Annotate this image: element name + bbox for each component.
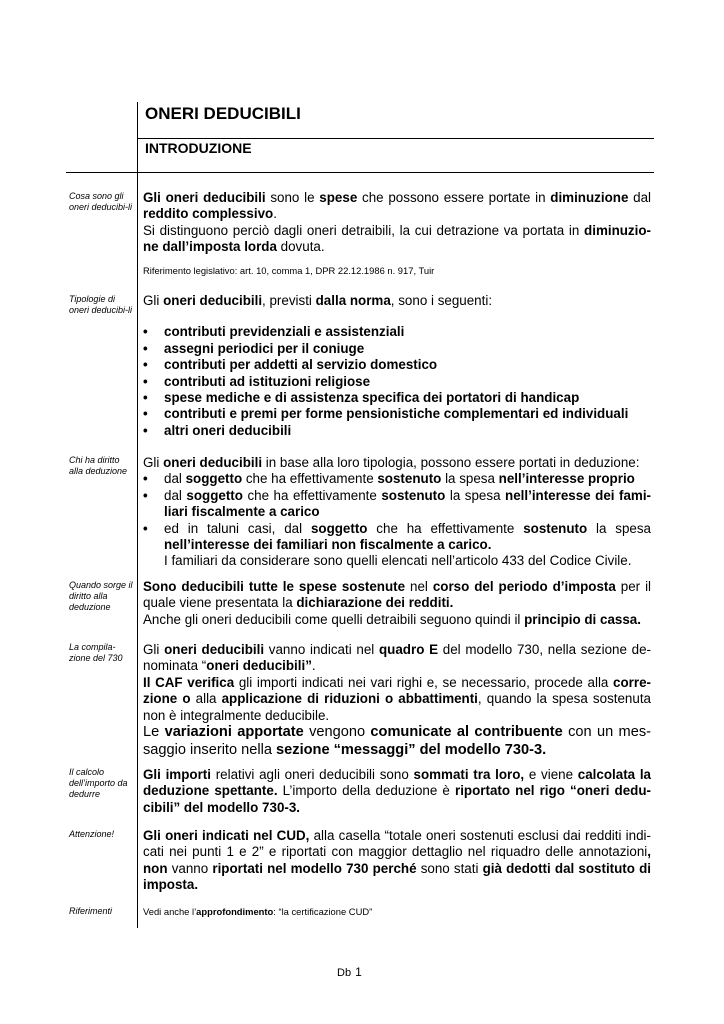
side-label-calcolo: Il calcolo dell’importo da dedurre <box>69 767 128 799</box>
text-run: riportato nel rigo “oneri dedu-cibili” del modello 730-3. <box>143 783 651 815</box>
text-run: alla <box>190 691 222 707</box>
text-run: . <box>311 658 316 674</box>
text-run: Sono deducibili tutte le spese sostenute <box>143 579 406 594</box>
chi-intro <box>143 455 651 471</box>
list-item <box>143 488 651 521</box>
text-run: quadro E <box>379 642 439 657</box>
text-run: : “la certificazione CUD” <box>273 906 373 917</box>
text-run: del modello 730, nella sezione de-nominata “ <box>143 642 652 674</box>
column-divider <box>137 102 138 928</box>
text-run: Gli <box>143 455 164 470</box>
legislative-reference: Riferimento legislativo: art. 10, comma 1, DPR 22.12.1986 n. 917, Tuir <box>143 264 435 276</box>
text-run: variazioni apportate <box>164 724 304 741</box>
quando-paragraph-2 <box>143 612 651 628</box>
text-run: calcolata la deduzione spettante. <box>143 767 651 799</box>
compilazione-paragraph-2 <box>143 675 651 724</box>
text-run: sono stati <box>416 860 483 876</box>
text-run: , quando la spesa sostenuta non è integralmente deducibile. <box>143 691 651 723</box>
text-run: soggetto <box>185 471 243 487</box>
text-run: Gli <box>143 642 165 657</box>
text-run: , previsti <box>262 293 316 308</box>
text-run: , <box>647 844 651 860</box>
footer-label: Db <box>337 967 352 979</box>
rule-below-subtitle <box>66 172 654 173</box>
text-run: Gli importi <box>143 767 211 782</box>
text-run: spese <box>319 190 358 205</box>
text-run: sostenuto <box>523 520 588 536</box>
text-run: la spesa <box>445 487 506 503</box>
section-quando <box>143 579 651 628</box>
section-chi <box>143 455 651 570</box>
list-item: • contributi e premi per forme pensionistiche complementari ed individuali <box>143 406 651 422</box>
page-footer <box>337 965 362 979</box>
text-run: per il quale viene presentata la <box>143 579 652 611</box>
section-compilazione <box>143 642 651 759</box>
text-run: comunicate al contribuente <box>370 724 563 741</box>
cosa-paragraph-1 <box>143 190 651 223</box>
list-item <box>143 471 651 487</box>
page-number: 1 <box>355 965 362 979</box>
calcolo-paragraph <box>143 767 651 816</box>
text-run: dal <box>164 487 187 503</box>
side-label-tipologie: Tipologie di oneri deducibi-li <box>69 294 133 315</box>
text-run: ed in taluni casi, dal <box>164 520 311 536</box>
list-item <box>143 521 651 554</box>
attenzione-paragraph <box>143 828 651 894</box>
text-run: che ha effettivamente <box>242 471 378 487</box>
chi-note: I familiari da considerare sono quelli elencati nell’articolo 433 del Codice Civile. <box>164 553 632 569</box>
list-item: • altri oneri deducibili <box>143 423 651 439</box>
list-item: • contributi ad istituzioni religiose <box>143 374 651 390</box>
text-run: oneri deducibili <box>164 642 265 657</box>
section-tipologie <box>143 293 651 439</box>
text-run: che ha effettivamente <box>367 520 524 536</box>
section-cosa <box>143 190 651 277</box>
text-run: sono le <box>265 190 320 205</box>
tipologie-intro <box>143 293 651 309</box>
text-run: Anche gli oneri deducibili come quelli detraibili seguono quindi il <box>143 611 525 627</box>
text-run: sostenuto <box>381 487 446 503</box>
text-run: riportati nel modello 730 perché <box>212 860 417 876</box>
text-run: reddito complessivo <box>143 206 274 222</box>
text-run: relativi agli oneri deducibili sono <box>210 767 414 782</box>
text-run: soggetto <box>310 520 368 536</box>
riferimenti-paragraph <box>143 906 651 918</box>
text-run: in base alla loro tipologia, possono essere portati in deduzione: <box>262 455 640 470</box>
text-run: Gli oneri deducibili <box>143 190 266 205</box>
side-label-attenzione: Attenzione! <box>69 829 115 839</box>
text-run: applicazione di riduzioni o abbattimenti <box>221 691 478 707</box>
text-run: la spesa <box>587 520 652 536</box>
text-run: vengono <box>303 724 371 741</box>
text-run: nel <box>405 579 433 594</box>
text-run: e viene <box>524 767 578 782</box>
page-title: ONERI DEDUCIBILI <box>145 104 301 123</box>
text-run: che possono essere portate in <box>357 190 551 205</box>
quando-paragraph-1 <box>143 579 651 612</box>
side-label-riferimenti: Riferimenti <box>69 906 113 916</box>
text-run: sommati tra loro, <box>413 767 525 782</box>
text-run: soggetto <box>186 487 243 503</box>
text-run: nell’interesse proprio <box>498 471 635 487</box>
text-run: Si distinguono perciò dagli oneri detraibili, la cui detrazione va portata in <box>143 222 585 238</box>
list-item: • assegni periodici per il coniuge <box>143 341 651 357</box>
section-riferimenti <box>143 906 651 918</box>
rule-below-title <box>137 138 654 139</box>
list-item: • spese mediche e di assistenza specifica dei portatori di handicap <box>143 390 651 406</box>
text-run: L’importo della deduzione è <box>277 783 455 799</box>
text-run: Gli <box>143 293 164 308</box>
tipologie-list <box>143 324 651 439</box>
text-run: . <box>273 206 277 222</box>
text-run: dal <box>164 471 186 487</box>
text-run: la spesa <box>441 471 499 487</box>
text-run: diminuzione <box>550 190 629 205</box>
side-label-quando: Quando sorge il diritto alla deduzione <box>69 580 133 612</box>
side-label-cosa: Cosa sono gli oneri deducibi-li <box>69 191 133 212</box>
side-label-compilazione: La compila-zione del 730 <box>69 642 123 663</box>
side-label-chi: Chi ha diritto alla deduzione <box>69 455 128 476</box>
list-item: • contributi previdenziali e assistenziali <box>143 324 651 340</box>
text-run: oneri deducibili <box>163 293 263 308</box>
text-run: principio di cassa. <box>524 611 641 627</box>
text-run: Gli oneri indicati nel CUD, <box>143 828 310 843</box>
text-run: nell’interesse dei fami-liari fiscalmente a carico <box>164 487 651 520</box>
text-run: diminuzio-ne dall’imposta lorda <box>143 222 651 255</box>
text-run: alla casella “totale oneri sostenuti esclusi dai redditi indi-cati nei punti 1 e 2” e riportati con maggior dettaglio nel riquadro delle annotazioni <box>143 828 651 860</box>
page-subtitle: INTRODUZIONE <box>145 140 252 156</box>
text-run: corre-zione o <box>143 674 651 707</box>
text-run: Vedi anche l’ <box>143 906 197 917</box>
text-run: che ha effettivamente <box>242 487 382 503</box>
text-run: oneri deducibili <box>163 455 263 470</box>
text-run: dalla norma <box>315 293 391 308</box>
chi-list <box>143 471 651 553</box>
text-run: sostenuto <box>377 471 442 487</box>
section-calcolo <box>143 767 651 816</box>
text-run: , sono i seguenti: <box>390 293 493 308</box>
text-run: sezione “messaggi” del modello 730-3. <box>276 741 547 758</box>
text-run: corso del periodo d’imposta <box>432 579 616 594</box>
text-run: già dedotti dal sostituto di imposta. <box>143 860 651 893</box>
text-run: non <box>143 860 168 876</box>
text-run: gli importi indicati nei vari righi e, se necessario, procede alla <box>234 674 614 690</box>
text-run: con un mes-saggio inserito nella <box>143 724 651 758</box>
text-run: dichiarazione dei redditi. <box>296 595 454 611</box>
section-attenzione <box>143 828 651 894</box>
text-run: vanno <box>167 860 213 876</box>
text-run: approfondimento <box>196 906 274 917</box>
text-run: Le <box>143 724 165 741</box>
text-run: dal <box>628 190 652 205</box>
text-run: dovuta. <box>276 239 325 255</box>
compilazione-paragraph-3 <box>143 724 651 759</box>
text-run: oneri deducibili” <box>206 658 312 674</box>
list-item: • contributi per addetti al servizio domestico <box>143 357 651 373</box>
text-run: Il CAF verifica <box>143 674 235 690</box>
text-run: nell’interesse dei familiari non fiscalmente a carico. <box>164 537 492 553</box>
compilazione-paragraph-1 <box>143 642 651 675</box>
cosa-paragraph-2 <box>143 223 651 256</box>
text-run: vanno indicati nel <box>264 642 379 657</box>
